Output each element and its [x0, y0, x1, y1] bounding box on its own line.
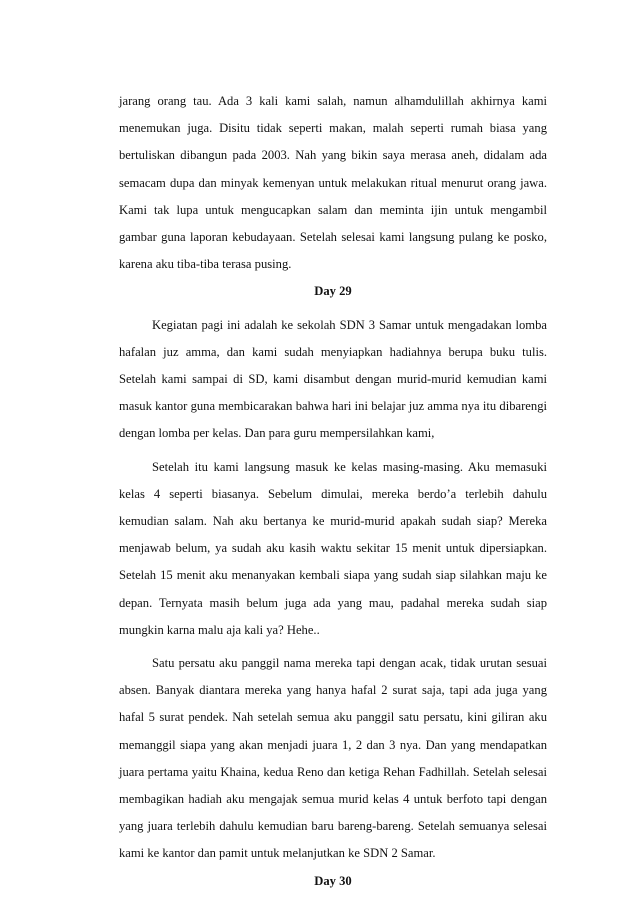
paragraph-2: Setelah itu kami langsung masuk ke kelas masing-masing. Aku memasuki kelas 4 seperti biasanya. Sebelum dimulai, mereka berdo’a terlebih dahulu kemudian salam. Nah aku bertanya ke murid-murid apakah sudah siap? Mereka menjawab belum, ya sudah aku kasih waktu sekitar 15 menit untuk dipersiapkan. Setelah 15 menit aku menanyakan kembali siapa yang sudah siap silahkan maju ke depan. Ternyata masih belum juga ada yang mau, padahal mereka sudah siap mungkin karna malu aja kali ya? Hehe.. — [119, 459, 547, 637]
paragraph-3: Satu persatu aku panggil nama mereka tapi dengan acak, tidak urutan sesuai absen. Banyak diantara mereka yang hanya hafal 2 surat saja, tapi ada juga yang hafal 5 surat pendek. Nah setelah semua aku panggil satu persatu, kini giliran aku memanggil siapa yang akan menjadi juara 1, 2 dan 3 nya. Dan yang mendapatkan juara pertama yaitu Khaina, kedua Reno dan ketiga Rehan Fadhillah. Setelah selesai membagikan hadiah aku mengajak semua murid kelas 4 untuk berfoto tapi dengan yang juara terlebih dahulu kemudian baru bareng-bareng. Setelah semuanya selesai kami ke kantor dan pamit untuk melanjutkan ke SDN 2 Samar. — [119, 656, 547, 861]
document-page — [119, 88, 547, 895]
paragraph-intro: jarang orang tau. Ada 3 kali kami salah, namun alhamdulillah akhirnya kami menemukan juga. Disitu tidak seperti makan, malah seperti rumah biasa yang bertuliskan dibangun pada 2003. Nah yang bikin saya merasa aneh, didalam ada semacam dupa dan minyak kemenyan untuk melakukan ritual menurut orang jawa. Kami tak lupa untuk mengucapkan salam dan meminta ijin untuk mengambil gambar guna laporan kebudayaan. Setelah selesai kami langsung pulang ke posko, karena aku tiba-tiba terasa pusing. — [119, 94, 547, 272]
paragraph-1: Kegiatan pagi ini adalah ke sekolah SDN 3 Samar untuk mengadakan lomba hafalan juz amma, dan kami sudah menyiapkan hadiahnya berupa buku tulis. Setelah kami sampai di SD, kami disambut dengan murid-murid kemudian kami masuk kantor guna membicarakan bahwa hari ini belajar juz amma nya itu dibarengi dengan lomba per kelas. Dan para guru mempersilahkan kami, — [119, 317, 547, 441]
heading-day-29: Day 29 — [314, 284, 352, 299]
heading-day-30: Day 30 — [314, 873, 352, 888]
